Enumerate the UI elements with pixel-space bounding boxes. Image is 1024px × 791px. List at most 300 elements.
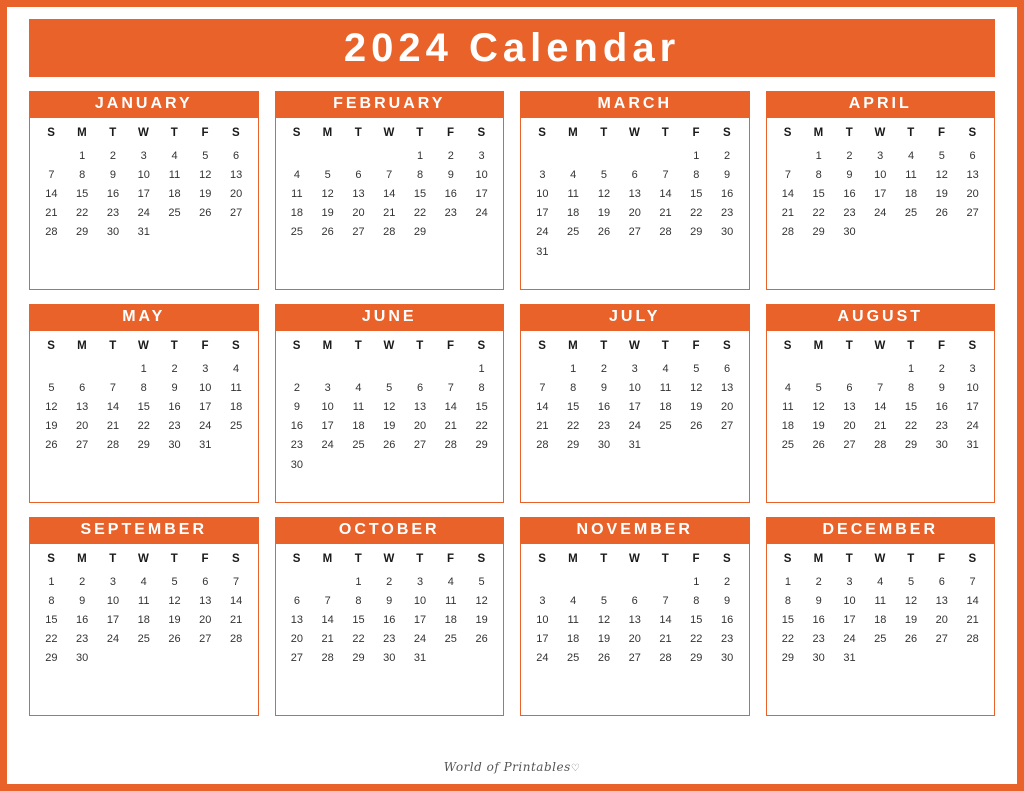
day-cell[interactable]: 7 [447, 381, 454, 394]
day-cell[interactable]: 11 [905, 168, 917, 181]
day-cell[interactable]: 15 [475, 400, 488, 413]
day-cell[interactable]: 20 [628, 207, 641, 220]
day-cell[interactable]: 31 [843, 652, 856, 665]
day-cell[interactable]: 22 [413, 207, 427, 220]
day-cell[interactable]: 26 [597, 652, 611, 665]
day-cell[interactable]: 29 [904, 439, 918, 452]
day-cell[interactable]: 19 [597, 207, 611, 220]
day-cell[interactable]: 17 [137, 187, 150, 200]
day-cell[interactable]: 23 [168, 420, 181, 433]
day-cell[interactable]: 27 [966, 207, 979, 220]
day-cell[interactable]: 1 [79, 149, 86, 162]
day-cell[interactable]: 29 [690, 226, 703, 239]
day-cell[interactable]: 9 [938, 381, 945, 394]
day-cell[interactable]: 8 [693, 168, 700, 181]
day-cell[interactable]: 29 [352, 652, 365, 665]
day-cell[interactable]: 14 [536, 400, 549, 413]
day-cell[interactable]: 10 [843, 594, 856, 607]
day-cell[interactable]: 23 [444, 207, 457, 220]
day-cell[interactable]: 11 [782, 400, 794, 413]
day-cell[interactable]: 11 [291, 187, 303, 200]
day-cell[interactable]: 11 [567, 187, 579, 200]
day-cell[interactable]: 4 [570, 594, 577, 607]
day-cell[interactable]: 22 [690, 207, 703, 220]
day-cell[interactable]: 30 [720, 652, 734, 665]
day-cell[interactable]: 10 [628, 381, 641, 394]
day-cell[interactable]: 2 [171, 362, 178, 375]
day-cell[interactable]: 27 [720, 420, 734, 433]
day-cell[interactable]: 8 [784, 594, 791, 607]
day-cell[interactable]: 1 [693, 149, 700, 162]
day-cell[interactable]: 15 [781, 613, 795, 626]
day-cell[interactable]: 11 [168, 168, 181, 181]
day-cell[interactable]: 9 [79, 594, 86, 607]
day-cell[interactable]: 22 [567, 420, 580, 433]
day-cell[interactable]: 19 [383, 420, 396, 433]
day-cell[interactable]: 23 [720, 207, 734, 220]
day-cell[interactable]: 24 [843, 633, 856, 646]
day-cell[interactable]: 17 [106, 613, 120, 626]
day-cell[interactable]: 8 [907, 381, 915, 394]
day-cell[interactable]: 5 [815, 381, 822, 394]
day-cell[interactable]: 14 [659, 613, 672, 626]
day-cell[interactable]: 11 [230, 381, 242, 394]
day-cell[interactable]: 24 [106, 633, 120, 646]
day-cell[interactable]: 12 [935, 168, 948, 181]
day-cell[interactable]: 30 [168, 439, 181, 452]
day-cell[interactable]: 6 [79, 381, 86, 394]
day-cell[interactable]: 28 [321, 652, 334, 665]
day-cell[interactable]: 13 [413, 400, 427, 413]
day-cell[interactable]: 14 [45, 187, 58, 200]
day-cell[interactable]: 5 [202, 149, 209, 162]
day-cell[interactable]: 10 [106, 594, 120, 607]
day-cell[interactable]: 11 [874, 594, 886, 607]
day-cell[interactable]: 5 [478, 575, 485, 588]
day-cell[interactable]: 10 [413, 594, 427, 607]
day-cell[interactable]: 21 [106, 420, 120, 433]
day-cell[interactable]: 25 [352, 439, 365, 452]
day-cell[interactable]: 4 [907, 149, 915, 162]
day-cell[interactable]: 7 [969, 575, 976, 588]
day-cell[interactable]: 16 [444, 187, 457, 200]
day-cell[interactable]: 25 [229, 420, 243, 433]
day-cell[interactable]: 28 [781, 226, 795, 239]
day-cell[interactable]: 28 [659, 226, 672, 239]
day-cell[interactable]: 29 [45, 652, 58, 665]
day-cell[interactable]: 8 [478, 381, 485, 394]
day-cell[interactable]: 16 [935, 400, 948, 413]
day-cell[interactable]: 30 [597, 439, 611, 452]
day-cell[interactable]: 12 [199, 168, 212, 181]
day-cell[interactable]: 3 [539, 594, 546, 607]
day-cell[interactable]: 20 [720, 400, 734, 413]
day-cell[interactable]: 27 [843, 439, 856, 452]
day-cell[interactable]: 31 [137, 226, 150, 239]
day-cell[interactable]: 23 [76, 633, 89, 646]
day-cell[interactable]: 20 [229, 187, 243, 200]
day-cell[interactable]: 1 [478, 362, 485, 375]
day-cell[interactable]: 8 [693, 594, 700, 607]
day-cell[interactable]: 23 [935, 420, 948, 433]
day-cell[interactable]: 31 [628, 439, 641, 452]
day-cell[interactable]: 30 [106, 226, 120, 239]
day-cell[interactable]: 7 [662, 168, 669, 181]
day-cell[interactable]: 8 [416, 168, 424, 181]
day-cell[interactable]: 30 [812, 652, 825, 665]
day-cell[interactable]: 22 [76, 207, 89, 220]
day-cell[interactable]: 2 [293, 381, 300, 394]
day-cell[interactable]: 2 [386, 575, 393, 588]
day-cell[interactable]: 20 [966, 187, 979, 200]
day-cell[interactable]: 20 [76, 420, 89, 433]
day-cell[interactable]: 28 [383, 226, 396, 239]
day-cell[interactable]: 23 [383, 633, 396, 646]
day-cell[interactable]: 21 [659, 633, 672, 646]
day-cell[interactable]: 24 [413, 633, 427, 646]
day-cell[interactable]: 13 [628, 613, 641, 626]
day-cell[interactable]: 9 [447, 168, 454, 181]
day-cell[interactable]: 23 [290, 439, 304, 452]
day-cell[interactable]: 27 [628, 652, 641, 665]
day-cell[interactable]: 2 [109, 149, 117, 162]
day-cell[interactable]: 22 [690, 633, 703, 646]
day-cell[interactable]: 2 [815, 575, 822, 588]
day-cell[interactable]: 11 [352, 400, 365, 413]
day-cell[interactable]: 30 [383, 652, 396, 665]
day-cell[interactable]: 6 [355, 168, 362, 181]
day-cell[interactable]: 23 [843, 207, 856, 220]
day-cell[interactable]: 30 [290, 458, 304, 471]
day-cell[interactable]: 10 [199, 381, 212, 394]
day-cell[interactable]: 5 [907, 575, 915, 588]
day-cell[interactable]: 20 [199, 613, 212, 626]
day-cell[interactable]: 9 [724, 168, 731, 181]
day-cell[interactable]: 20 [843, 420, 856, 433]
day-cell[interactable]: 5 [693, 362, 700, 375]
day-cell[interactable]: 1 [815, 149, 822, 162]
day-cell[interactable]: 19 [321, 207, 334, 220]
day-cell[interactable]: 27 [352, 226, 365, 239]
day-cell[interactable]: 24 [321, 439, 334, 452]
day-cell[interactable]: 6 [631, 168, 638, 181]
day-cell[interactable]: 19 [475, 613, 488, 626]
day-cell[interactable]: 21 [659, 207, 672, 220]
day-cell[interactable]: 5 [386, 381, 393, 394]
day-cell[interactable]: 29 [690, 652, 703, 665]
day-cell[interactable]: 4 [784, 381, 791, 394]
day-cell[interactable]: 12 [904, 594, 918, 607]
day-cell[interactable]: 21 [966, 613, 979, 626]
day-cell[interactable]: 25 [168, 207, 181, 220]
day-cell[interactable]: 8 [140, 381, 147, 394]
day-cell[interactable]: 28 [536, 439, 549, 452]
day-cell[interactable]: 14 [383, 187, 396, 200]
day-cell[interactable]: 19 [45, 420, 58, 433]
day-cell[interactable]: 20 [628, 633, 641, 646]
day-cell[interactable]: 5 [938, 149, 945, 162]
day-cell[interactable]: 5 [48, 381, 55, 394]
day-cell[interactable]: 17 [199, 400, 212, 413]
day-cell[interactable]: 17 [413, 613, 427, 626]
day-cell[interactable]: 3 [631, 362, 638, 375]
day-cell[interactable]: 7 [324, 594, 331, 607]
day-cell[interactable]: 19 [199, 187, 212, 200]
day-cell[interactable]: 24 [966, 420, 979, 433]
day-cell[interactable]: 18 [168, 187, 181, 200]
day-cell[interactable]: 18 [352, 420, 365, 433]
day-cell[interactable]: 25 [874, 633, 887, 646]
day-cell[interactable]: 24 [628, 420, 641, 433]
day-cell[interactable]: 6 [233, 149, 240, 162]
day-cell[interactable]: 4 [355, 381, 362, 394]
day-cell[interactable]: 1 [693, 575, 700, 588]
day-cell[interactable]: 1 [907, 362, 915, 375]
day-cell[interactable]: 10 [321, 400, 334, 413]
day-cell[interactable]: 16 [106, 187, 120, 200]
day-cell[interactable]: 6 [202, 575, 209, 588]
day-cell[interactable]: 4 [662, 362, 669, 375]
day-cell[interactable]: 25 [290, 226, 304, 239]
day-cell[interactable]: 3 [969, 362, 976, 375]
day-cell[interactable]: 13 [628, 187, 641, 200]
day-cell[interactable]: 15 [812, 187, 825, 200]
day-cell[interactable]: 21 [536, 420, 549, 433]
day-cell[interactable]: 6 [969, 149, 976, 162]
day-cell[interactable]: 15 [690, 613, 703, 626]
day-cell[interactable]: 8 [355, 594, 362, 607]
day-cell[interactable]: 22 [45, 633, 58, 646]
day-cell[interactable]: 20 [935, 613, 948, 626]
day-cell[interactable]: 25 [444, 633, 457, 646]
day-cell[interactable]: 31 [966, 439, 979, 452]
day-cell[interactable]: 13 [843, 400, 856, 413]
day-cell[interactable]: 16 [168, 400, 181, 413]
day-cell[interactable]: 7 [48, 168, 55, 181]
day-cell[interactable]: 10 [874, 168, 887, 181]
day-cell[interactable]: 30 [843, 226, 856, 239]
day-cell[interactable]: 9 [386, 594, 393, 607]
day-cell[interactable]: 4 [140, 575, 147, 588]
day-cell[interactable]: 28 [229, 633, 243, 646]
day-cell[interactable]: 26 [383, 439, 396, 452]
day-cell[interactable]: 15 [690, 187, 703, 200]
day-cell[interactable]: 13 [290, 613, 304, 626]
day-cell[interactable]: 12 [475, 594, 488, 607]
day-cell[interactable]: 23 [720, 633, 734, 646]
day-cell[interactable]: 10 [966, 381, 979, 394]
day-cell[interactable]: 26 [321, 226, 334, 239]
day-cell[interactable]: 9 [724, 594, 731, 607]
day-cell[interactable]: 30 [76, 652, 89, 665]
day-cell[interactable]: 7 [662, 594, 669, 607]
day-cell[interactable]: 27 [199, 633, 212, 646]
day-cell[interactable]: 18 [290, 207, 304, 220]
day-cell[interactable]: 26 [168, 633, 181, 646]
day-cell[interactable]: 3 [202, 362, 209, 375]
day-cell[interactable]: 22 [812, 207, 825, 220]
day-cell[interactable]: 17 [874, 187, 887, 200]
day-cell[interactable]: 16 [720, 187, 734, 200]
day-cell[interactable]: 9 [171, 381, 178, 394]
day-cell[interactable]: 27 [628, 226, 641, 239]
day-cell[interactable]: 29 [567, 439, 580, 452]
day-cell[interactable]: 13 [720, 381, 734, 394]
day-cell[interactable]: 11 [138, 594, 150, 607]
day-cell[interactable]: 27 [76, 439, 89, 452]
day-cell[interactable]: 12 [597, 613, 611, 626]
day-cell[interactable]: 19 [597, 633, 611, 646]
day-cell[interactable]: 28 [874, 439, 887, 452]
day-cell[interactable]: 29 [475, 439, 488, 452]
day-cell[interactable]: 3 [877, 149, 884, 162]
day-cell[interactable]: 8 [48, 594, 55, 607]
day-cell[interactable]: 29 [812, 226, 825, 239]
day-cell[interactable]: 1 [140, 362, 147, 375]
day-cell[interactable]: 16 [383, 613, 396, 626]
day-cell[interactable]: 14 [106, 400, 120, 413]
day-cell[interactable]: 19 [690, 400, 703, 413]
day-cell[interactable]: 20 [290, 633, 304, 646]
day-cell[interactable]: 15 [413, 187, 427, 200]
day-cell[interactable]: 3 [539, 168, 546, 181]
day-cell[interactable]: 1 [416, 149, 424, 162]
day-cell[interactable]: 29 [781, 652, 795, 665]
day-cell[interactable]: 23 [106, 207, 120, 220]
day-cell[interactable]: 17 [475, 187, 488, 200]
day-cell[interactable]: 18 [567, 207, 580, 220]
day-cell[interactable]: 30 [720, 226, 734, 239]
day-cell[interactable]: 19 [904, 613, 918, 626]
day-cell[interactable]: 4 [233, 362, 240, 375]
day-cell[interactable]: 7 [877, 381, 884, 394]
day-cell[interactable]: 18 [444, 613, 457, 626]
day-cell[interactable]: 24 [137, 207, 150, 220]
day-cell[interactable]: 25 [904, 207, 918, 220]
day-cell[interactable]: 27 [413, 439, 427, 452]
day-cell[interactable]: 15 [137, 400, 150, 413]
day-cell[interactable]: 2 [79, 575, 86, 588]
day-cell[interactable]: 4 [570, 168, 577, 181]
day-cell[interactable]: 28 [45, 226, 58, 239]
day-cell[interactable]: 3 [478, 149, 485, 162]
day-cell[interactable]: 12 [383, 400, 396, 413]
day-cell[interactable]: 15 [904, 400, 918, 413]
day-cell[interactable]: 26 [812, 439, 825, 452]
day-cell[interactable]: 18 [229, 400, 243, 413]
day-cell[interactable]: 24 [536, 226, 549, 239]
day-cell[interactable]: 14 [321, 613, 334, 626]
day-cell[interactable]: 29 [413, 226, 427, 239]
day-cell[interactable]: 4 [293, 168, 300, 181]
day-cell[interactable]: 14 [229, 594, 243, 607]
day-cell[interactable]: 3 [140, 149, 147, 162]
day-cell[interactable]: 5 [600, 594, 608, 607]
day-cell[interactable]: 31 [536, 245, 549, 258]
day-cell[interactable]: 14 [659, 187, 672, 200]
day-cell[interactable]: 14 [444, 400, 457, 413]
day-cell[interactable]: 31 [199, 439, 212, 452]
day-cell[interactable]: 2 [938, 362, 945, 375]
day-cell[interactable]: 1 [570, 362, 577, 375]
day-cell[interactable]: 6 [938, 575, 945, 588]
day-cell[interactable]: 1 [48, 575, 55, 588]
day-cell[interactable]: 15 [76, 187, 89, 200]
day-cell[interactable]: 10 [536, 187, 549, 200]
day-cell[interactable]: 12 [168, 594, 181, 607]
day-cell[interactable]: 17 [843, 613, 856, 626]
day-cell[interactable]: 4 [877, 575, 884, 588]
day-cell[interactable]: 3 [324, 381, 331, 394]
day-cell[interactable]: 8 [815, 168, 822, 181]
day-cell[interactable]: 28 [444, 439, 457, 452]
day-cell[interactable]: 21 [321, 633, 334, 646]
day-cell[interactable]: 26 [690, 420, 703, 433]
day-cell[interactable]: 21 [781, 207, 795, 220]
day-cell[interactable]: 7 [233, 575, 240, 588]
day-cell[interactable]: 25 [659, 420, 672, 433]
day-cell[interactable]: 2 [724, 575, 731, 588]
day-cell[interactable]: 24 [874, 207, 887, 220]
day-cell[interactable]: 13 [199, 594, 212, 607]
day-cell[interactable]: 9 [846, 168, 853, 181]
day-cell[interactable]: 8 [570, 381, 577, 394]
day-cell[interactable]: 6 [724, 362, 731, 375]
day-cell[interactable]: 5 [171, 575, 178, 588]
day-cell[interactable]: 11 [659, 381, 672, 394]
day-cell[interactable]: 8 [79, 168, 86, 181]
day-cell[interactable]: 21 [444, 420, 457, 433]
day-cell[interactable]: 2 [846, 149, 853, 162]
day-cell[interactable]: 26 [935, 207, 948, 220]
day-cell[interactable]: 3 [109, 575, 117, 588]
day-cell[interactable]: 26 [475, 633, 488, 646]
day-cell[interactable]: 18 [567, 633, 580, 646]
day-cell[interactable]: 16 [843, 187, 856, 200]
day-cell[interactable]: 19 [812, 420, 825, 433]
day-cell[interactable]: 19 [935, 187, 948, 200]
day-cell[interactable]: 18 [137, 613, 150, 626]
day-cell[interactable]: 29 [137, 439, 150, 452]
day-cell[interactable]: 4 [171, 149, 178, 162]
day-cell[interactable]: 11 [567, 613, 579, 626]
day-cell[interactable]: 7 [539, 381, 546, 394]
day-cell[interactable]: 9 [293, 400, 300, 413]
day-cell[interactable]: 2 [447, 149, 454, 162]
day-cell[interactable]: 23 [597, 420, 611, 433]
day-cell[interactable]: 15 [567, 400, 580, 413]
day-cell[interactable]: 15 [352, 613, 365, 626]
day-cell[interactable]: 31 [413, 652, 427, 665]
day-cell[interactable]: 25 [567, 652, 580, 665]
day-cell[interactable]: 22 [352, 633, 365, 646]
day-cell[interactable]: 7 [386, 168, 393, 181]
day-cell[interactable]: 5 [600, 168, 608, 181]
day-cell[interactable]: 27 [935, 633, 948, 646]
day-cell[interactable]: 14 [966, 594, 979, 607]
day-cell[interactable]: 11 [445, 594, 457, 607]
day-cell[interactable]: 17 [628, 400, 641, 413]
day-cell[interactable]: 9 [815, 594, 822, 607]
day-cell[interactable]: 21 [229, 613, 243, 626]
day-cell[interactable]: 23 [812, 633, 825, 646]
day-cell[interactable]: 17 [321, 420, 334, 433]
day-cell[interactable]: 6 [846, 381, 853, 394]
day-cell[interactable]: 22 [137, 420, 150, 433]
day-cell[interactable]: 10 [536, 613, 549, 626]
day-cell[interactable]: 18 [659, 400, 672, 413]
day-cell[interactable]: 26 [904, 633, 918, 646]
